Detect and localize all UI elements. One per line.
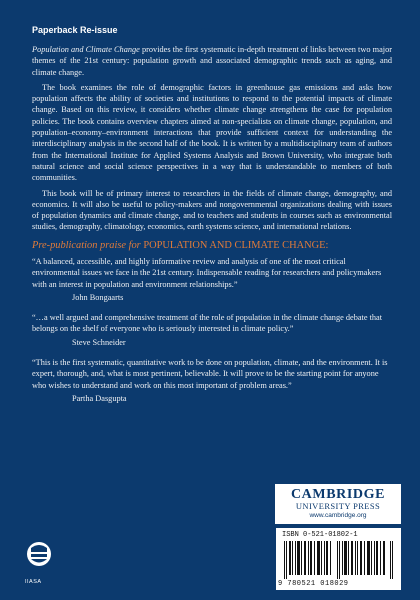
publisher-logo-box <box>275 484 401 524</box>
description-paragraph: This book will be of primary interest to researchers in the fields of climate change, demography, and economics. It will also be useful to policy-makers and nongovernmental organizations dealing with issues of population dynamics and climate change, and to teachers and students in courses such as environmental studies, demography, climatology, economics, earth systems science, and international relations. <box>32 188 392 232</box>
reissue-heading: Paperback Re-issue <box>32 25 118 35</box>
intro-paragraph <box>32 44 392 78</box>
description-paragraph: The book examines the role of demographic factors in greenhouse gas emissions and asks how population affects the ability of societies and institutions to respond to the potential impacts of climate change. Based on this review, it considers whether climate change strengthens the case for population policies. The book contains overview chapters aimed at non-specialists on climate change, population, and population–economy–environment interactions that provide sufficient context for understanding the interdisciplinary analysis in the second half of the book. It is written by a multidisciplinary team of authors from the International Institute for Applied Systems Analysis and Brown University, who integrate both natural science and social science perspectives in a way that is understandable to members of both communities. <box>32 82 392 183</box>
quote-author: John Bongaarts <box>72 292 124 302</box>
barcode-digits: 9 780521 018029 <box>278 580 349 588</box>
isbn-label: ISBN 0-521-01802-1 <box>282 531 358 539</box>
quote-text: “…a well argued and comprehensive treatment of the role of population in the climate change debate that belongs on the shelf of everyone who is seriously interested in climate policy.” <box>32 313 383 334</box>
praise-heading <box>32 240 397 251</box>
quote-author: Partha Dasgupta <box>72 393 127 403</box>
quote <box>32 357 392 404</box>
iiasa-label: IIASA <box>25 579 42 585</box>
quote-author: Steve Schneider <box>72 337 126 347</box>
intro-book-title: Population and Climate Change <box>32 45 140 54</box>
quote <box>32 256 392 303</box>
publisher-name: CAMBRIDGE <box>290 487 386 502</box>
publisher-press: UNIVERSITY PRESS <box>295 501 381 511</box>
description <box>32 44 392 237</box>
isbn-barcode-box <box>276 528 401 590</box>
quote-text: “This is the first systematic, quantitative work to be done on population, climate, and the environment. It is expert, thorough, and, what is most pertinent, believable. It will prove to be the starting point for anyone who wishes to understand and work on this most important of problem areas.” <box>32 358 388 390</box>
barcode-icon <box>284 541 394 579</box>
intro-text: provides the first systematic in-depth treatment of links between two major themes of the 21st century: population growth and associated demographic trends such as aging, and climate change. <box>32 45 392 77</box>
quotes-list <box>32 256 392 413</box>
quote <box>32 312 392 348</box>
quote-text: “A balanced, accessible, and highly informative review and analysis of one of the most critical environmental issues we face in the 21st century. Indispensable reading for researchers and policymakers with an interest in population and environment relationships.” <box>32 257 382 289</box>
praise-book-title: POPULATION AND CLIMATE CHANGE: <box>143 240 329 251</box>
praise-lead: Pre-publication praise for <box>32 240 141 251</box>
publisher-url: www.cambridge.org <box>309 512 367 519</box>
